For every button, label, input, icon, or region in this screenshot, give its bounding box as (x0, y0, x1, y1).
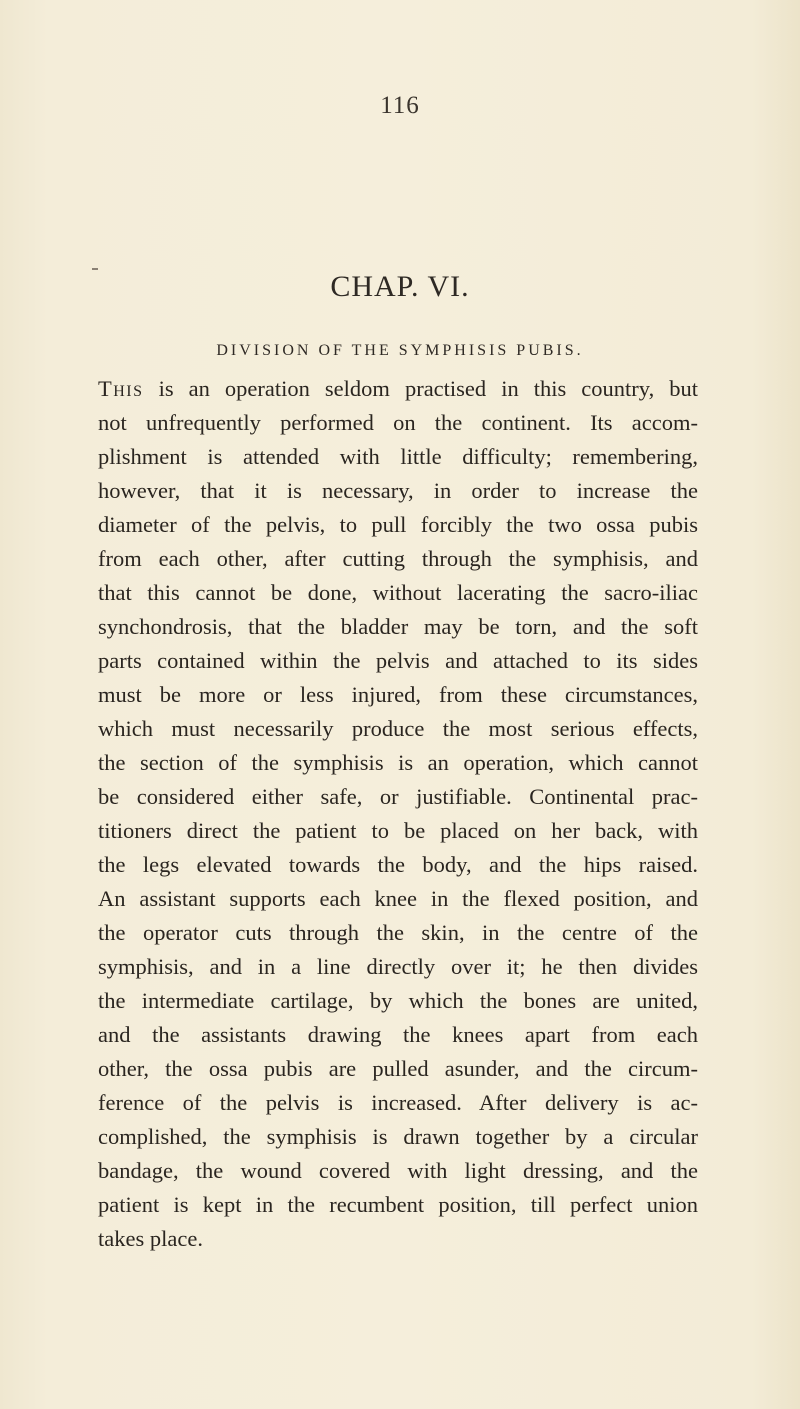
paragraph-line: symphisis, and in a line directly over it; he then divides (98, 954, 698, 979)
paragraph-line: parts contained within the pelvis and attached to its sides (98, 648, 698, 673)
paragraph-line: diameter of the pelvis, to pull forcibly the two ossa pubis (98, 512, 698, 537)
chapter-title: CHAP. VI. (330, 270, 470, 303)
line-text: is an operation seldom practised in this country, but (143, 376, 698, 401)
paragraph-line: which must necessarily produce the most serious effects, (98, 716, 698, 741)
paragraph-line: must be more or less injured, from these circumstances, (98, 682, 698, 707)
paragraph-line: from each other, after cutting through the symphisis, and (98, 546, 698, 571)
paragraph-line: patient is kept in the recumbent position, till perfect union (98, 1192, 698, 1217)
paragraph-line: plishment is attended with little difficulty; remembering, (98, 444, 698, 469)
paragraph-line: that this cannot be done, without lacerating the sacro-iliac (98, 580, 698, 605)
section-heading: DIVISION OF THE SYMPHISIS PUBIS. (216, 342, 584, 359)
lead-word: This (98, 376, 144, 401)
page-number: 116 (380, 92, 420, 119)
body-paragraph (98, 372, 698, 1256)
paragraph-line: takes place. (98, 1226, 203, 1251)
paragraph-line: however, that it is necessary, in order to increase the (98, 478, 698, 503)
paragraph-line: the legs elevated towards the body, and the hips raised. (98, 852, 698, 877)
paragraph-line: complished, the symphisis is drawn together by a circular (98, 1124, 698, 1149)
paragraph-line: the section of the symphisis is an operation, which cannot (98, 750, 698, 775)
paragraph-line: An assistant supports each knee in the flexed position, and (98, 886, 698, 911)
paragraph-line: be considered either safe, or justifiable. Continental prac- (98, 784, 698, 809)
paragraph-line (98, 372, 698, 406)
paragraph-line: the intermediate cartilage, by which the bones are united, (98, 988, 698, 1013)
paragraph-line: titioners direct the patient to be placed on her back, with (98, 818, 698, 843)
paragraph-line: bandage, the wound covered with light dressing, and the (98, 1158, 698, 1183)
paragraph-line: other, the ossa pubis are pulled asunder, and the circum- (98, 1056, 698, 1081)
paragraph-line: and the assistants drawing the knees apart from each (98, 1022, 698, 1047)
paragraph-line: the operator cuts through the skin, in the centre of the (98, 920, 698, 945)
paragraph-line: ference of the pelvis is increased. After delivery is ac- (98, 1090, 698, 1115)
paragraph-line: synchondrosis, that the bladder may be torn, and the soft (98, 614, 698, 639)
paragraph-line: not unfrequently performed on the continent. Its accom- (98, 410, 698, 435)
